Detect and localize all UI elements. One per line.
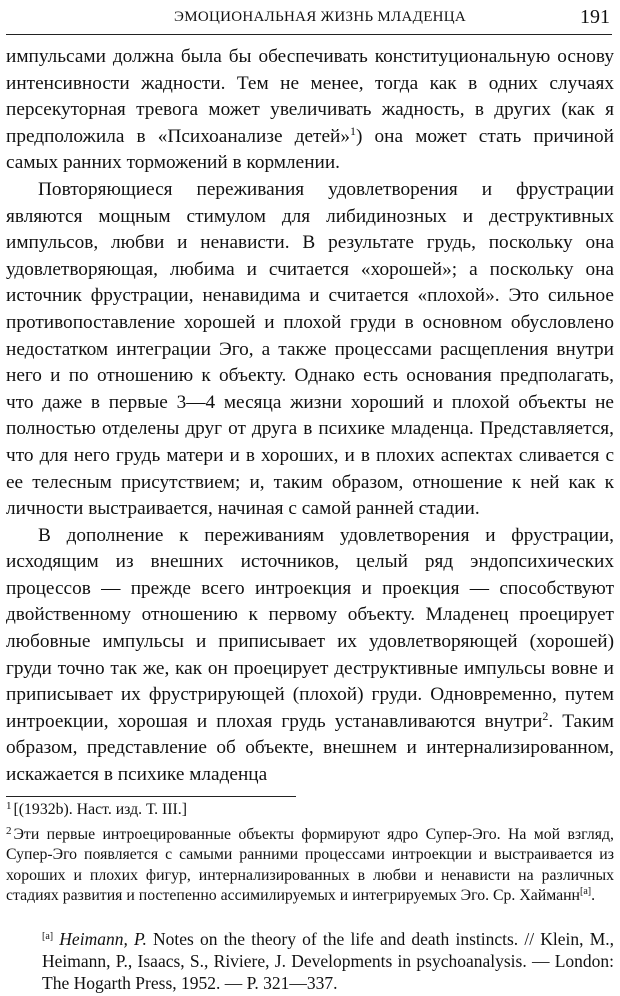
reference-text: Notes on the theory of the life and death instincts. // Klein, M., Heimann, P., Isaacs, S., Riviere, J. Developments in psychoanalysis. — London: The Hogarth Press, 1952. — P. 321—337. <box>42 929 615 993</box>
paragraph-1-text-a: импульсами должна была бы обеспечивать конституциональную основу интенсивности жадности. Тем не менее, тогда как в одних случаях персекуторная тревога может увеличивать жадность, в других (как я предположила в «Психоанализе детей» <box>6 46 614 147</box>
editor-note-ref: [a] <box>580 886 592 898</box>
paragraph-2: Повторяющиеся переживания удовлетворения и фрустрации являются мощным стимулом для либидинозных и деструктивных импульсов, любви и ненависти. В результате грудь, поскольку она удовлетворяющая, любима и считается «хорошей»; а поскольку она источник фрустрации, ненавидима и считается «плохой». Это сильное противопоставление хорошей и плохой груди в основном обусловлено недостатком интеграции Эго, а также процессами расщепления внутри него и по отношению к объекту. Однако есть основания предполагать, что даже в первые 3—4 месяца жизни хороший и плохой объекты не полностью отделены друг от друга в психике младенца. Представляется, что для него грудь матери и в хороших, и в плохих аспектах сливается с ее телесным присутствием; и, таким образом, отношение к ней как к личности выстраивается, начиная с самой ранней стадии. <box>6 178 614 520</box>
paragraph-3-text-a: В дополнение к переживаниям удовлетворения и фрустрации, исходящим из внешних источников, целый ряд эндопсихических процессов — прежде всего интроекция и проекция — способствуют двойственному отношению к первому объекту. Младенец проецирует любовные импульсы и приписывает их удовлетворяющей (хорошей) груди точно так же, как он проецирует деструктивные импульсы вовне и приписывает их фрустрирующей (плохой) груди. Одновременно, путем интроекции, хорошая и плохая грудь устанавливаются внутри <box>6 524 614 732</box>
footnote-ref-1: 1 <box>349 123 356 138</box>
footnote-2-text: Эти первые интроецированные объекты формируют ядро Супер-Эго. На мой взгляд, Супер-Эго появляется с самыми ранними процессами интроекции и выстраивается из хороших и плохих фигур, интернализированных в любви и ненависти на различных стадиях развития и постепенно ассимилируемых и интегрируемых Эго. Ср. Хайманн <box>6 825 614 905</box>
footnote-ref-2: 2 <box>542 708 549 723</box>
footnote-2-mark: 2 <box>6 824 12 837</box>
paragraph-1 <box>6 44 614 177</box>
paragraph-1-text-b: ) она может стать причиной самых ранних торможений в кормлении. <box>6 125 614 174</box>
footnote-divider <box>6 796 296 797</box>
footnote-2-end: . <box>591 887 596 905</box>
page-number: 191 <box>580 6 610 28</box>
footnote-2 <box>6 825 614 907</box>
editor-note-mark: [a] <box>42 931 54 942</box>
footnote-1-text: [(1932b). Наст. изд. Т. III.] <box>13 801 188 818</box>
main-text <box>6 44 614 789</box>
reference-author: Heimann, P. <box>59 929 147 949</box>
footnotes <box>6 800 614 911</box>
editor-reference-note <box>42 928 614 994</box>
page-header <box>6 4 612 35</box>
running-title: ЭМОЦИОНАЛЬНАЯ ЖИЗНЬ МЛАДЕНЦА <box>174 9 467 25</box>
paragraph-3-text-b: . Таким образом, представление об объекте, внешнем и интернализированном, искажается в психике младенца <box>6 710 614 786</box>
paragraph-3 <box>6 523 614 789</box>
footnote-1 <box>6 800 614 821</box>
footnote-1-mark: 1 <box>6 800 12 812</box>
